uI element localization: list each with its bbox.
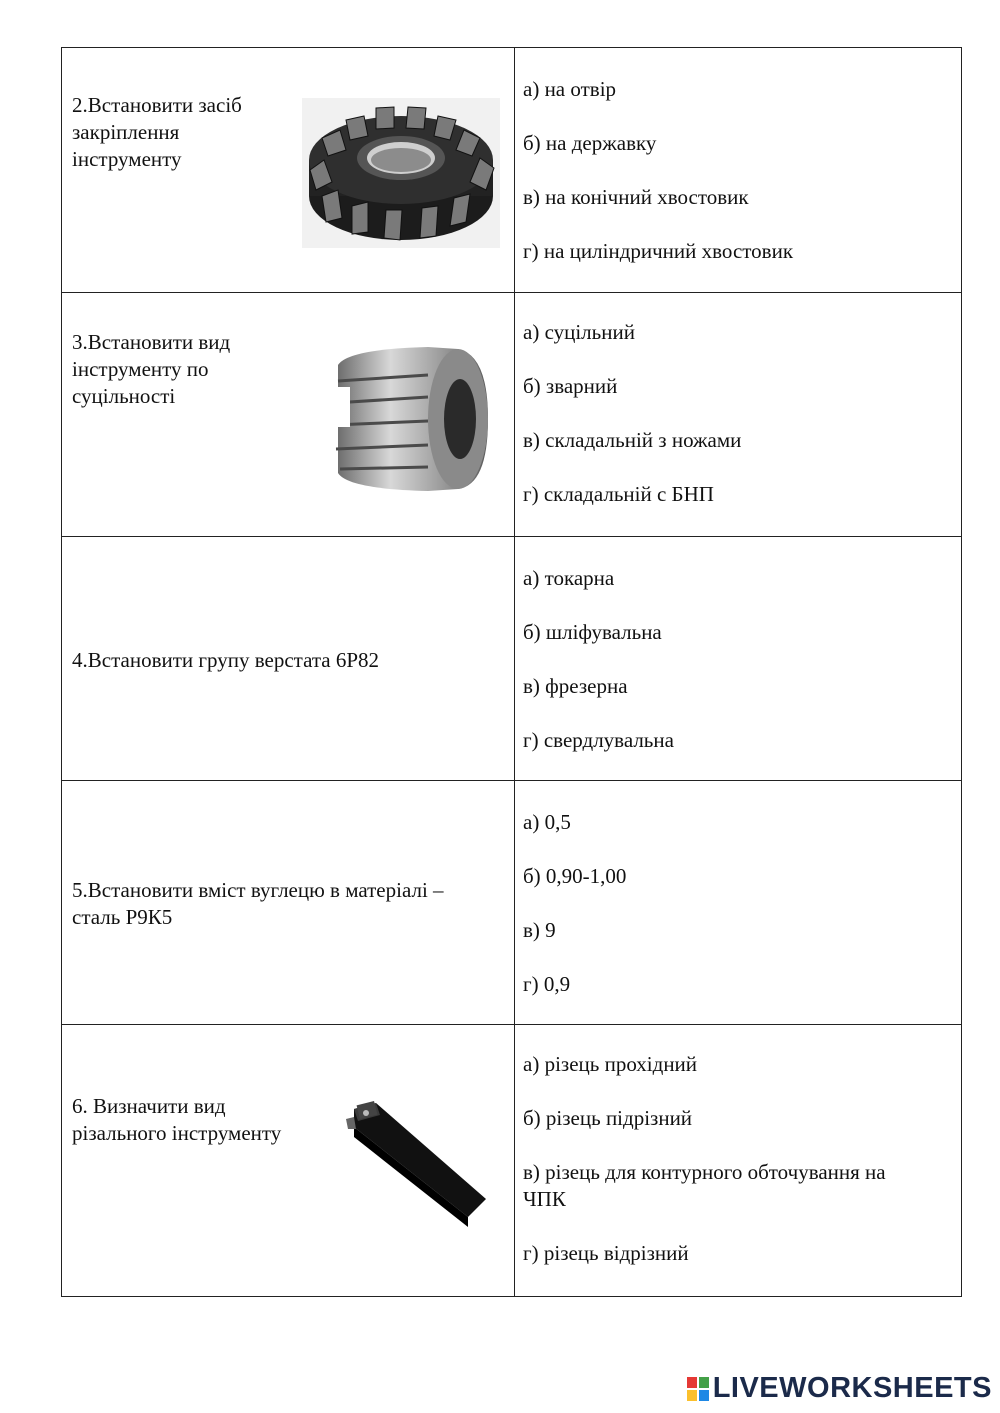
question-row [62, 781, 962, 1025]
option-c[interactable]: в) 9 [523, 918, 556, 942]
question-cell [62, 1025, 515, 1297]
question-text: 6. Визначити вид різального інструменту [72, 1094, 282, 1145]
option-d[interactable]: г) різець відрізний [523, 1241, 689, 1265]
worksheet-table [61, 47, 962, 1297]
option-a[interactable]: а) суцільний [523, 320, 635, 344]
options-cell [515, 781, 962, 1025]
option-d[interactable]: г) свердлувальна [523, 728, 674, 752]
question-text: 3.Встановити вид інструменту по суцільності [72, 330, 231, 408]
option-c[interactable]: в) фрезерна [523, 674, 628, 698]
option-b[interactable]: б) зварний [523, 374, 618, 398]
option-c[interactable]: в) на конічний хвостовик [523, 185, 749, 209]
question-cell [62, 293, 515, 537]
question-cell [62, 537, 515, 781]
option-d[interactable]: г) на циліндричний хвостовик [523, 239, 794, 263]
option-b[interactable]: б) 0,90-1,00 [523, 864, 627, 888]
face-milling-cutter-image [302, 98, 500, 248]
option-a[interactable]: а) токарна [523, 566, 615, 590]
shell-reamer-image [328, 345, 494, 493]
turning-tool-holder-image [340, 1099, 490, 1229]
option-b[interactable]: б) шліфувальна [523, 620, 662, 644]
question-cell [62, 48, 515, 293]
options-cell [515, 293, 962, 537]
question-text: 2.Встановити засіб закріплення інструменту [72, 93, 242, 171]
option-b[interactable]: б) різець підрізний [523, 1106, 693, 1130]
question-text: 4.Встановити групу верстата 6Р82 [72, 648, 380, 672]
option-a[interactable]: а) 0,5 [523, 810, 571, 834]
option-d[interactable]: г) складальній с БНП [523, 482, 714, 506]
question-row [62, 293, 962, 537]
option-b[interactable]: б) на державку [523, 131, 657, 155]
option-a[interactable]: а) на отвір [523, 77, 617, 101]
option-a[interactable]: а) різець прохідний [523, 1052, 698, 1076]
option-c[interactable]: в) складальній з ножами [523, 428, 742, 452]
question-text: 5.Встановити вміст вуглецю в матеріалі – сталь Р9К5 [72, 878, 444, 929]
question-row [62, 48, 962, 293]
option-d[interactable]: г) 0,9 [523, 972, 571, 996]
options-cell [515, 48, 962, 293]
question-cell [62, 781, 515, 1025]
liveworksheets-logo [687, 1372, 992, 1405]
options-cell [515, 1025, 962, 1297]
liveworksheets-logo-icon [687, 1377, 709, 1401]
question-row [62, 537, 962, 781]
question-row [62, 1025, 962, 1297]
options-cell [515, 537, 962, 781]
option-c[interactable]: в) різець для контурного обточування на ЧПК [523, 1160, 886, 1211]
logo-text: LIVEWORKSHEETS [712, 1372, 992, 1404]
